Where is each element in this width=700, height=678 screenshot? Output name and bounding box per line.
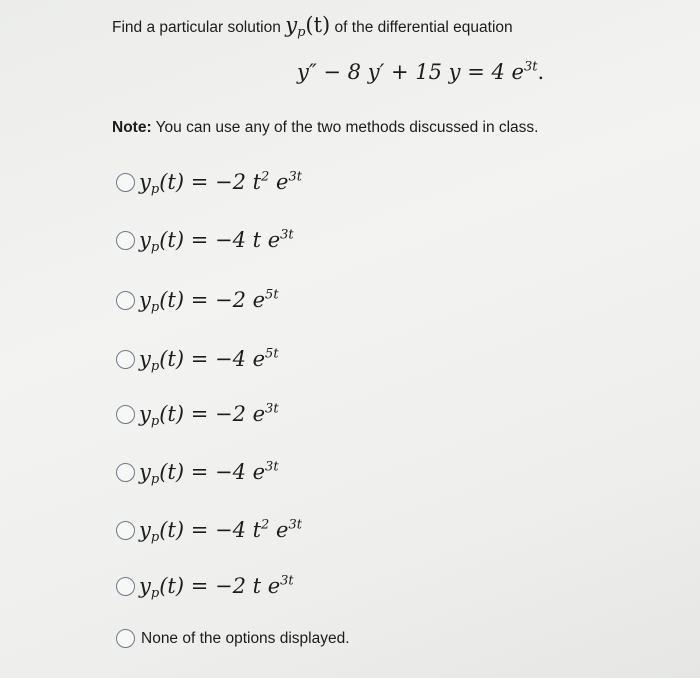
option-label: $y_p(t) = -4$ t $e^{3t}$ (139, 227, 294, 255)
option-3[interactable] (116, 287, 279, 315)
note-label: Note: (112, 119, 152, 136)
radio-button[interactable] (116, 629, 135, 648)
radio-button[interactable] (116, 405, 135, 424)
radio-button[interactable] (116, 350, 135, 369)
option-label: $y_p(t) = -4$ $e^{3t}$ (139, 459, 279, 487)
option-label: None of the options displayed. (141, 629, 350, 647)
differential-equation: y″ − 8 y′ + 15 y = 4 $e^{3t}$. (297, 59, 545, 84)
prompt-text-after: of the differential equation (334, 19, 513, 36)
radio-button[interactable] (116, 463, 135, 482)
question-prompt (112, 13, 513, 40)
option-5[interactable] (116, 401, 279, 429)
radio-button[interactable] (116, 291, 135, 310)
option-label: $y_p(t) = -2$ $e^{5t}$ (139, 287, 279, 315)
option-2[interactable] (116, 227, 294, 255)
option-6[interactable] (116, 459, 279, 487)
option-label: $y_p(t) = -4$ $e^{5t}$ (139, 346, 279, 374)
prompt-function-symbol: $y_p(t)$ (285, 13, 331, 40)
note (112, 119, 539, 137)
option-1[interactable] (116, 169, 302, 197)
radio-button[interactable] (116, 577, 135, 596)
option-label: $y_p(t) = -2$ $t^2$ $e^{3t}$ (139, 169, 302, 197)
radio-button[interactable] (116, 231, 135, 250)
option-4[interactable] (116, 346, 279, 374)
prompt-text-before: Find a particular solution (112, 19, 281, 36)
note-text: You can use any of the two methods discussed in class. (155, 119, 539, 136)
option-label: $y_p(t) = -2$ $e^{3t}$ (139, 401, 279, 429)
option-8[interactable] (116, 573, 294, 601)
option-none[interactable] (116, 629, 350, 648)
option-label: $y_p(t) = -2$ t $e^{3t}$ (139, 573, 294, 601)
radio-button[interactable] (116, 521, 135, 540)
option-7[interactable] (116, 517, 302, 545)
option-label: $y_p(t) = -4$ $t^2$ $e^{3t}$ (139, 517, 302, 545)
radio-button[interactable] (116, 173, 135, 192)
